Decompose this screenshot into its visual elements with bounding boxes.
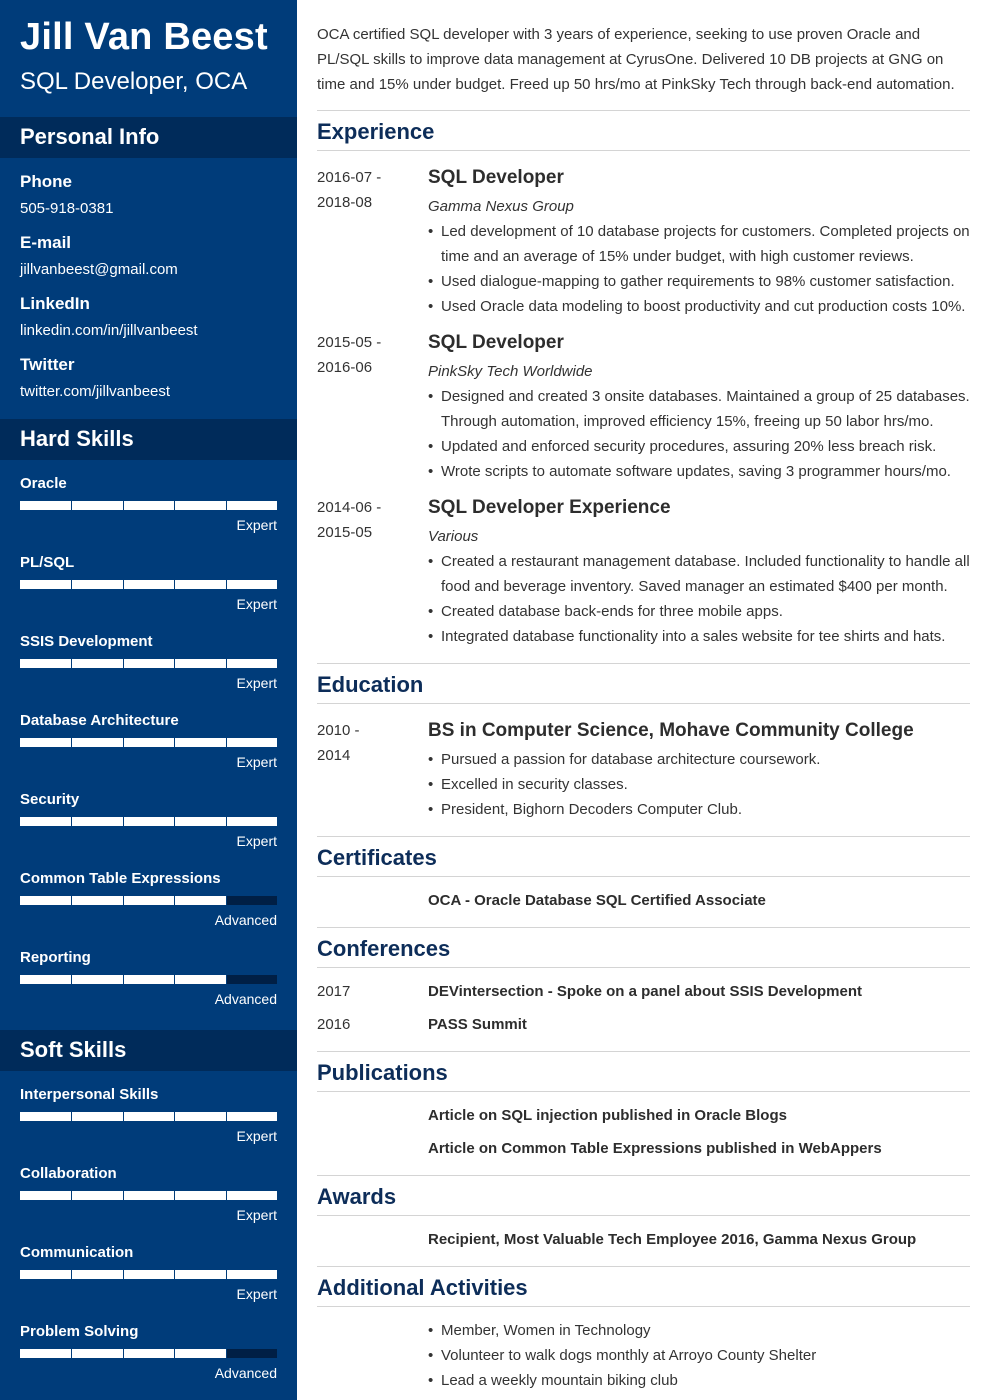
skill-bar-segment [226,738,227,747]
skill-level: Advanced [214,991,277,1007]
list-item: • President, Bighorn Decoders Computer Club. [428,797,970,822]
list-item: • Volunteer to walk dogs monthly at Arroyo County Shelter [428,1343,970,1368]
awards-heading: Awards [317,1184,397,1209]
list-item: • Lead a weekly mountain biking club [428,1368,970,1393]
skill-item [20,870,277,949]
skill-bar-segment [71,1349,72,1358]
skill-name: Oracle [20,475,67,492]
skill-bar [20,975,277,984]
list-item: • Used Oracle data modeling to boost productivity and cut production costs 10%. [428,294,970,319]
skill-level: Expert [236,1128,277,1144]
conference-year: 2016 [317,1016,351,1033]
conference-name: PASS Summit [428,1016,527,1033]
skill-bar-segment [71,659,72,668]
skill-bar-segment [71,975,72,984]
publication-item: Article on SQL injection published in Oracle Blogs [428,1107,787,1124]
list-item: • Integrated database functionality into a sales website for tee shirts and hats. [428,624,970,649]
skill-bar-segment [123,896,124,905]
award-item: Recipient, Most Valuable Tech Employee 2016, Gamma Nexus Group [428,1231,917,1248]
skill-bar-segment [226,1112,227,1121]
skill-bar [20,896,277,905]
skill-name: SSIS Development [20,633,153,650]
skill-bar [20,501,277,510]
skill-bar-segment [226,817,227,826]
skill-bar-segment [71,1270,72,1279]
twitter-label: Twitter [20,355,75,374]
publications-heading: Publications [317,1060,448,1085]
education-date-start: 2010 - [317,722,360,739]
skill-bar [20,817,277,826]
activities-heading: Additional Activities [317,1275,528,1300]
skill-bar-segment [123,580,124,589]
divider [317,1215,970,1216]
list-item: • Updated and enforced security procedures, assuring 20% less breach risk. [428,434,970,459]
job-date-start: 2015-05 - [317,334,382,351]
skill-item [20,475,277,554]
skill-item [20,712,277,791]
job-date-start: 2016-07 - [317,169,382,186]
skill-bar-segment [226,1191,227,1200]
list-item: • Pursued a passion for database architecture coursework. [428,747,970,772]
skill-bar [20,1349,277,1358]
skill-level: Expert [236,596,277,612]
job-date-start: 2014-06 - [317,499,382,516]
list-item: • Member, Women in Technology [428,1318,970,1343]
summary: OCA certified SQL developer with 3 years of experience, seeking to use proven Oracle and PL/SQL skills to improve data management at CyrusOne. Delivered 10 DB projects at GNG on time and 15% under budget. Freed up 50 hrs/mo at PinkSky Tech through back-end automation. [317,26,955,93]
skill-bar-segment [226,896,227,905]
publication-item: Article on Common Table Expressions published in WebAppers [428,1140,882,1157]
skill-bar-fill [20,1270,277,1279]
divider [317,150,970,151]
hard-skills-heading: Hard Skills [0,419,297,460]
skill-level: Expert [236,1286,277,1302]
skill-bar-fill [20,580,277,589]
skill-bar-segment [174,817,175,826]
skill-name: Problem Solving [20,1323,139,1340]
divider [317,663,970,664]
divider [317,1266,970,1267]
skill-name: Reporting [20,949,91,966]
skill-bar-segment [226,501,227,510]
job-company: Gamma Nexus Group [428,198,574,215]
sidebar [0,0,297,1400]
skill-item [20,554,277,633]
skill-bar [20,1112,277,1121]
job-title: SQL Developer [428,167,564,188]
divider [317,967,970,968]
job-company: Various [428,528,479,545]
personal-info-heading: Personal Info [0,117,297,158]
education-bullets [428,747,970,822]
education-degree: BS in Computer Science, Mohave Community College [428,720,914,741]
skill-bar-segment [174,1112,175,1121]
skill-bar-segment [174,501,175,510]
soft-skills-heading: Soft Skills [0,1030,297,1071]
job-date-end: 2016-06 [317,359,373,376]
skill-bar-segment [123,1112,124,1121]
email-value[interactable]: jillvanbeest@gmail.com [20,261,178,278]
skill-bar-fill [20,817,277,826]
skill-name: Communication [20,1244,134,1261]
skill-item [20,633,277,712]
skill-bar [20,659,277,668]
skill-bar-segment [226,1349,227,1358]
skill-bar [20,580,277,589]
skill-name: Interpersonal Skills [20,1086,159,1103]
email-label: E-mail [20,233,72,252]
skill-bar-segment [174,580,175,589]
job-company: PinkSky Tech Worldwide [428,363,593,380]
skill-bar-segment [226,975,227,984]
skill-item [20,1165,277,1244]
conference-year: 2017 [317,983,351,1000]
skill-bar [20,1270,277,1279]
divider [317,1306,970,1307]
skill-level: Expert [236,675,277,691]
skill-bar-segment [123,659,124,668]
skill-name: PL/SQL [20,554,75,571]
certificate-item: OCA - Oracle Database SQL Certified Associate [428,892,766,909]
skill-bar-segment [71,896,72,905]
divider [317,1051,970,1052]
skill-item [20,791,277,870]
phone-label: Phone [20,172,72,191]
job-bullets [428,384,970,484]
skill-name: Collaboration [20,1165,117,1182]
phone-value: 505-918-0381 [20,200,114,217]
skill-name: Common Table Expressions [20,870,221,887]
job-date-end: 2018-08 [317,194,373,211]
skill-level: Advanced [214,912,277,928]
skill-bar-segment [123,1349,124,1358]
skill-level: Expert [236,833,277,849]
job-title: SQL Developer [428,332,564,353]
personal-info-list [20,172,280,416]
job-title: SQL Developer Experience [428,497,671,518]
skill-level: Expert [236,517,277,533]
skill-bar-segment [226,1270,227,1279]
divider [317,1175,970,1176]
skill-bar-segment [71,1112,72,1121]
skill-bar-segment [123,738,124,747]
education-heading: Education [317,672,424,697]
skill-name: Security [20,791,80,808]
skill-item [20,1086,277,1165]
divider [317,1091,970,1092]
education-date-end: 2014 [317,747,351,764]
job-date-end: 2015-05 [317,524,373,541]
list-item: • Created a restaurant management database. Included functionality to handle all food and beverage inventory. Saved manager an estimated $400 per month. [428,549,970,599]
skill-level: Advanced [214,1365,277,1381]
skill-bar-segment [174,896,175,905]
skill-bar-segment [174,659,175,668]
skill-item [20,1244,277,1323]
skill-bar-segment [123,501,124,510]
skill-level: Expert [236,754,277,770]
skill-bar-fill [20,1112,277,1121]
divider [317,836,970,837]
job-bullets [428,219,970,319]
main-content [317,0,970,1400]
skill-bar-segment [174,1270,175,1279]
candidate-title: SQL Developer, OCA [20,68,248,95]
conference-name: DEVintersection - Spoke on a panel about SSIS Development [428,983,862,1000]
skill-bar-segment [123,975,124,984]
skill-bar-fill [20,659,277,668]
activities-bullets [428,1318,970,1393]
job-bullets [428,549,970,649]
skill-bar-segment [71,817,72,826]
skill-bar-segment [71,738,72,747]
skill-bar-segment [226,580,227,589]
divider [317,110,970,111]
skill-name: Database Architecture [20,712,179,729]
skill-bar-segment [174,738,175,747]
skill-item [20,1323,277,1400]
skill-bar-fill [20,1191,277,1200]
skill-bar-segment [174,975,175,984]
list-item: • Excelled in security classes. [428,772,970,797]
skill-bar-segment [123,1191,124,1200]
skill-bar-segment [226,659,227,668]
experience-heading: Experience [317,119,435,144]
skill-bar-fill [20,738,277,747]
skill-item [20,949,277,1028]
skill-bar [20,738,277,747]
skill-bar-segment [174,1191,175,1200]
divider [317,876,970,877]
skill-bar-fill [20,501,277,510]
skill-bar-segment [123,1270,124,1279]
conferences-heading: Conferences [317,936,451,961]
list-item: • Used dialogue-mapping to gather requirements to 98% customer satisfaction. [428,269,970,294]
candidate-name: Jill Van Beest [20,16,268,58]
list-item: • Designed and created 3 onsite databases. Maintained a group of 25 databases. Through automation, improved efficiency 15%, freeing up 50 labor hrs/mo. [428,384,970,434]
certificates-heading: Certificates [317,845,437,870]
skill-bar-segment [71,1191,72,1200]
twitter-value[interactable]: twitter.com/jillvanbeest [20,383,171,400]
skill-bar [20,1191,277,1200]
list-item: • Wrote scripts to automate software updates, saving 3 programmer hours/mo. [428,459,970,484]
list-item: • Created database back-ends for three mobile apps. [428,599,970,624]
skill-level: Expert [236,1207,277,1223]
skill-bar-segment [71,501,72,510]
list-item: • Led development of 10 database projects for customers. Completed projects on time and an average of 15% under budget, with high customer reviews. [428,219,970,269]
skill-bar-segment [123,817,124,826]
skill-bar-segment [174,1349,175,1358]
divider [317,927,970,928]
divider [317,703,970,704]
linkedin-label: LinkedIn [20,294,90,313]
linkedin-value[interactable]: linkedin.com/in/jillvanbeest [20,322,198,339]
skill-bar-segment [71,580,72,589]
